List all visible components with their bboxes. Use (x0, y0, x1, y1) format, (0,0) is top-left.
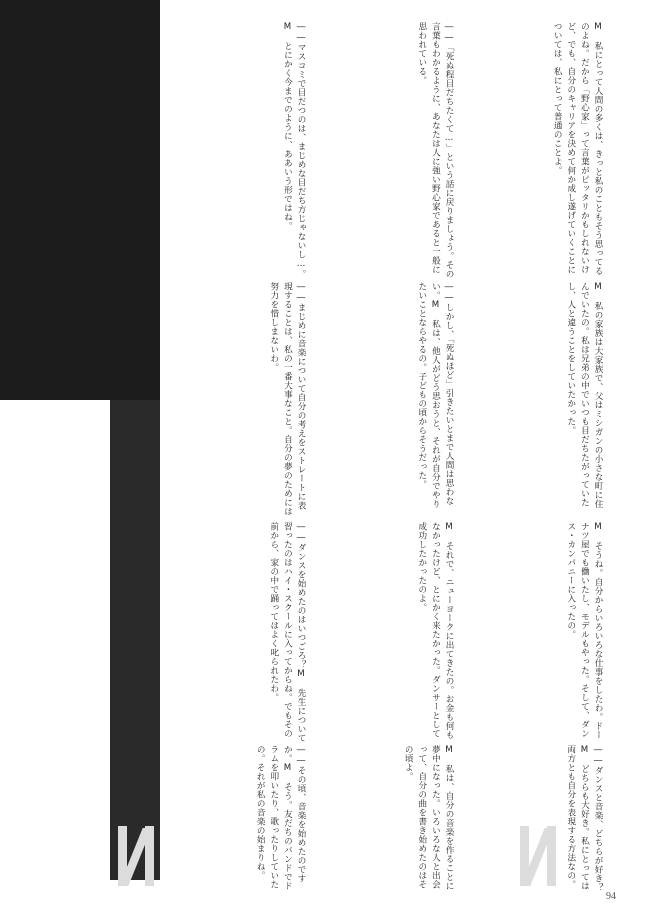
text-column-block: ――「死ぬ程目だちたくて…」という話に戻りましょう。その言葉もわかるように、あなたは人に強い野心家であると一般に思われている。 (416, 22, 454, 279)
n-logo-mark-left (118, 826, 154, 886)
text-column-block: M そうね。自分からいろいろな仕事をしたわ。ドーナツ屋でも働いたし、モデルもやった。そして、ダンス・カンパニーに入ったの。 (565, 522, 603, 740)
text-column-block: ――まじめに音楽について自分の考えをストレートに表現することは、私の一番大事なこと。自分の夢のためには努力を惜しまないわ。 (268, 282, 306, 516)
text-column-block: ――ダンスと音楽、どちらが好き？M どちらも大好き。私にとっては両方とも自分を表現する方法なの。 (565, 745, 603, 892)
page-number: 94 (606, 891, 616, 902)
n-logo-mark-right (520, 826, 556, 886)
text-column-block: M それで、ニューヨークに出てきたの。お金も何もなかったけど、とにかく来たかった。ダンサーとして成功したかったのよ。 (416, 522, 454, 740)
dark-side-strip (110, 400, 160, 880)
text-column-block: ――しかし、「死ぬほど」引きたいとまで人間は思わない。M 私は、他人がどう思おうと、それが自分でやりたいことならやるの。子どもの頃からそうだった。 (416, 282, 454, 509)
text-column-block: M 私の家族は大家族で、父はミシガンの小さな町に住んでいたの。私は兄弟の中でいつも目だちたがっていたし、人と違うことをしていたかった。 (565, 282, 603, 509)
text-column-block: ――ダンスを始めたのはいつごろ？M 先生について習ったのはハイ・スクールに入ってからね。でもその前から、家の中で踊ってはよく叱られたわ。 (268, 522, 306, 743)
text-column-block: M 私にとって人間の多くは、きっと私のこともそう思ってるのよね。だから「野心家」って言葉がピッタリかもしれないけど、でも、自分のキャリアを決めて何か成し遂げていくことについては、私にとって普通のことよ。 (552, 22, 603, 276)
text-column-block: M 私は、自分の音楽を作ることに夢中になった。いろいろな人と出会って、自分の曲を書き始めたのはその頃よ。 (403, 745, 454, 891)
black-header-band (0, 0, 160, 400)
text-column-block: ――マスコミで目だつのは、まじめな目だち方じゃないし…。M とにかく今までのように、ああいう形ではね。 (282, 22, 306, 279)
text-column-block: ――その頃、音楽を始めたのですか。M そう。友だちのバンドでドラムを叩いたり、歌ったりしていたの。それが私の音楽の始まりね。 (255, 745, 306, 891)
